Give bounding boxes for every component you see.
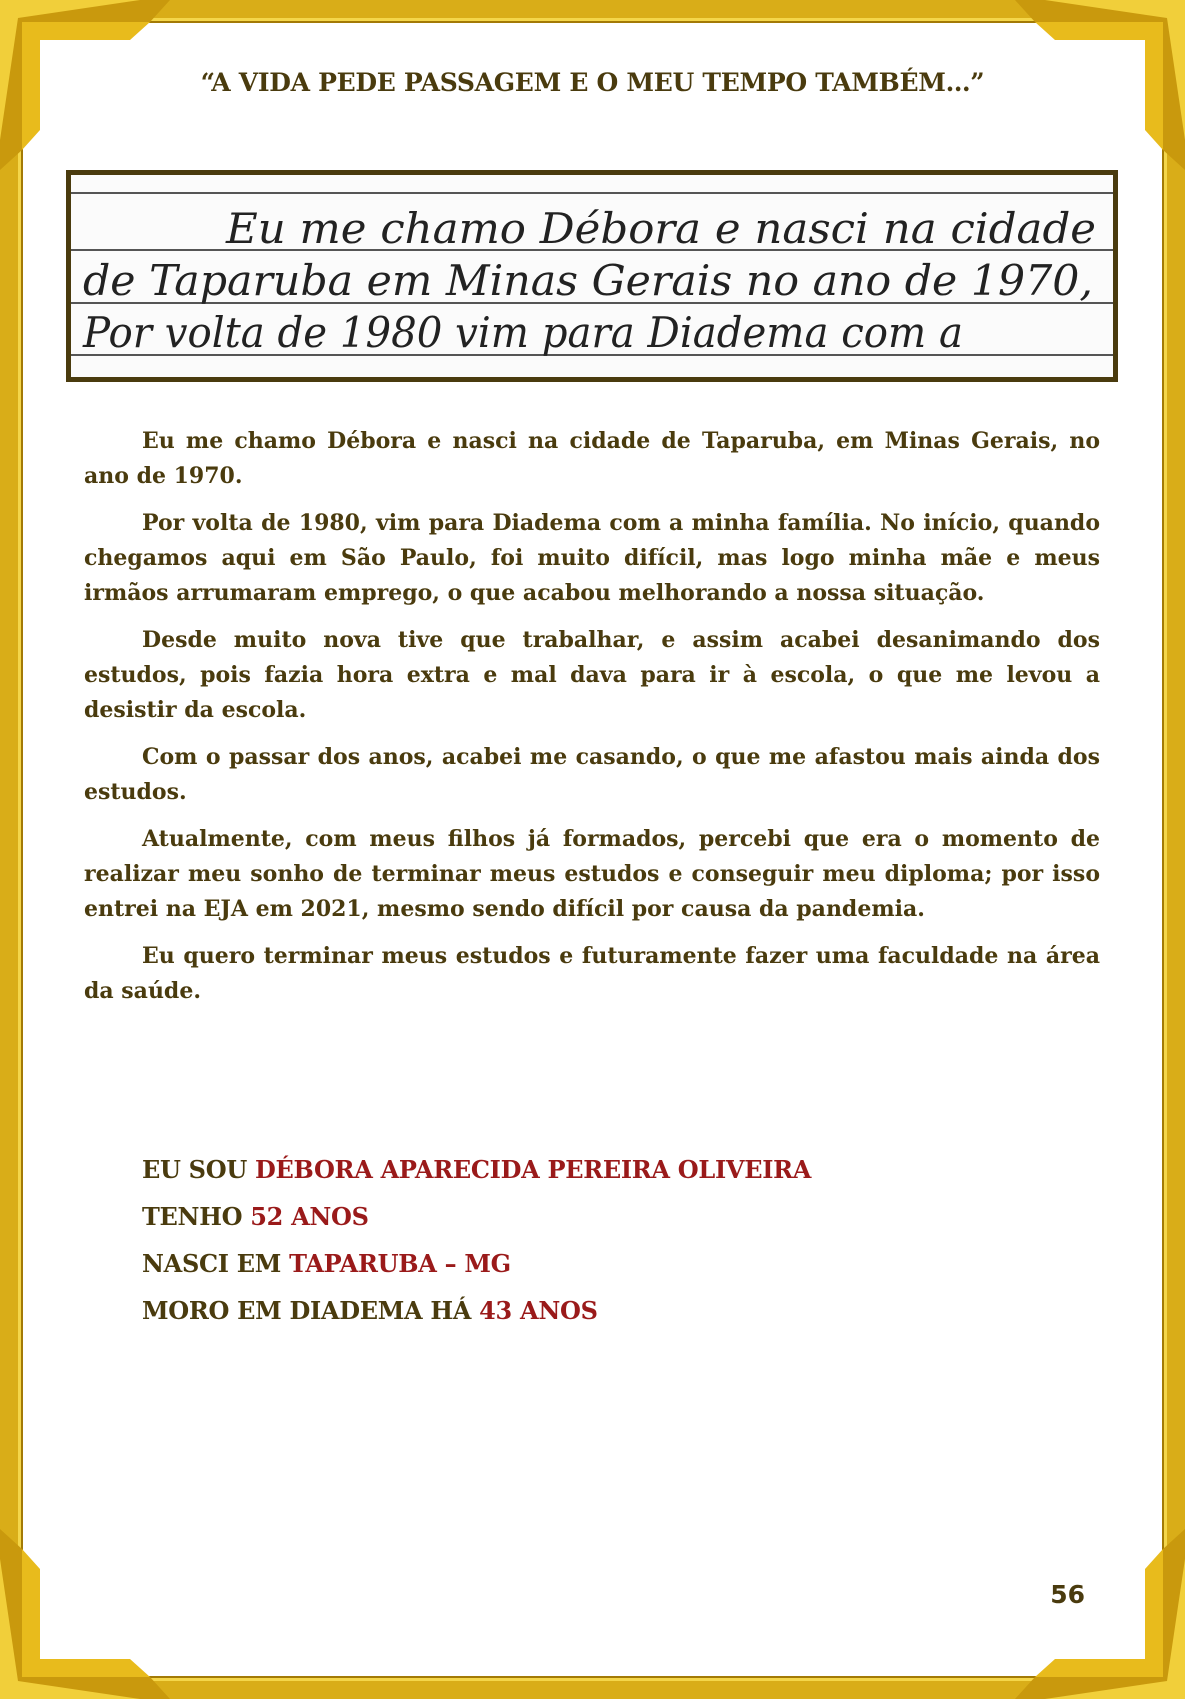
paragraph: Atualmente, com meus filhos já formados, percebi que era o momento de realizar meu sonho de terminar meus estudos e conseguir meu diploma; por isso entrei na EJA em 2021, mesmo sendo difícil por causa da pandemia. bbox=[84, 826, 1100, 922]
corner-ornament bbox=[1015, 1529, 1185, 1699]
fact-label: EU SOU bbox=[142, 1155, 256, 1184]
page-number: 56 bbox=[1050, 1580, 1085, 1609]
corner-ornament bbox=[0, 1529, 170, 1699]
fact-value: 43 ANOS bbox=[479, 1296, 598, 1325]
fact-value: TAPARUBA – MG bbox=[289, 1249, 511, 1278]
handwritten-scan bbox=[66, 170, 1118, 382]
handwriting-line: Eu me chamo Débora e nasci na cidade bbox=[224, 204, 1097, 253]
fact-age bbox=[142, 1193, 811, 1240]
paragraph: Desde muito nova tive que trabalhar, e assim acabei desanimando dos estudos, pois fazia hora extra e mal dava para ir à escola, o que me levou a desistir da escola. bbox=[84, 627, 1100, 723]
personal-facts bbox=[142, 1146, 811, 1334]
fact-label: MORO EM DIADEMA HÁ bbox=[142, 1296, 480, 1325]
fact-label: NASCI EM bbox=[142, 1249, 290, 1278]
paragraph: Por volta de 1980, vim para Diadema com a minha família. No início, quando chegamos aqui em São Paulo, foi muito difícil, mas logo minha mãe e meus irmãos arrumaram emprego, o que acabou melhorando a nossa situação. bbox=[84, 510, 1100, 606]
paragraph: Eu quero terminar meus estudos e futuramente fazer uma faculdade na área da saúde. bbox=[84, 943, 1100, 1004]
fact-birthplace bbox=[142, 1240, 811, 1287]
paragraph: Com o passar dos anos, acabei me casando, o que me afastou mais ainda dos estudos. bbox=[84, 744, 1100, 805]
fact-value: 52 ANOS bbox=[250, 1202, 369, 1231]
handwriting-line: Por volta de 1980 vim para Diadema com a bbox=[82, 308, 964, 357]
fact-residence bbox=[142, 1287, 811, 1334]
handwriting-line: de Taparuba em Minas Gerais no ano de 1970, bbox=[83, 256, 1093, 305]
fact-value: DÉBORA APARECIDA PEREIRA OLIVEIRA bbox=[255, 1155, 812, 1184]
fact-label: TENHO bbox=[142, 1202, 251, 1231]
paragraph: Eu me chamo Débora e nasci na cidade de Taparuba, em Minas Gerais, no ano de 1970. bbox=[84, 428, 1100, 489]
body-text bbox=[84, 424, 1100, 1021]
page-title: “A VIDA PEDE PASSAGEM E O MEU TEMPO TAMBÉM…” bbox=[200, 68, 985, 97]
fact-name bbox=[142, 1146, 811, 1193]
